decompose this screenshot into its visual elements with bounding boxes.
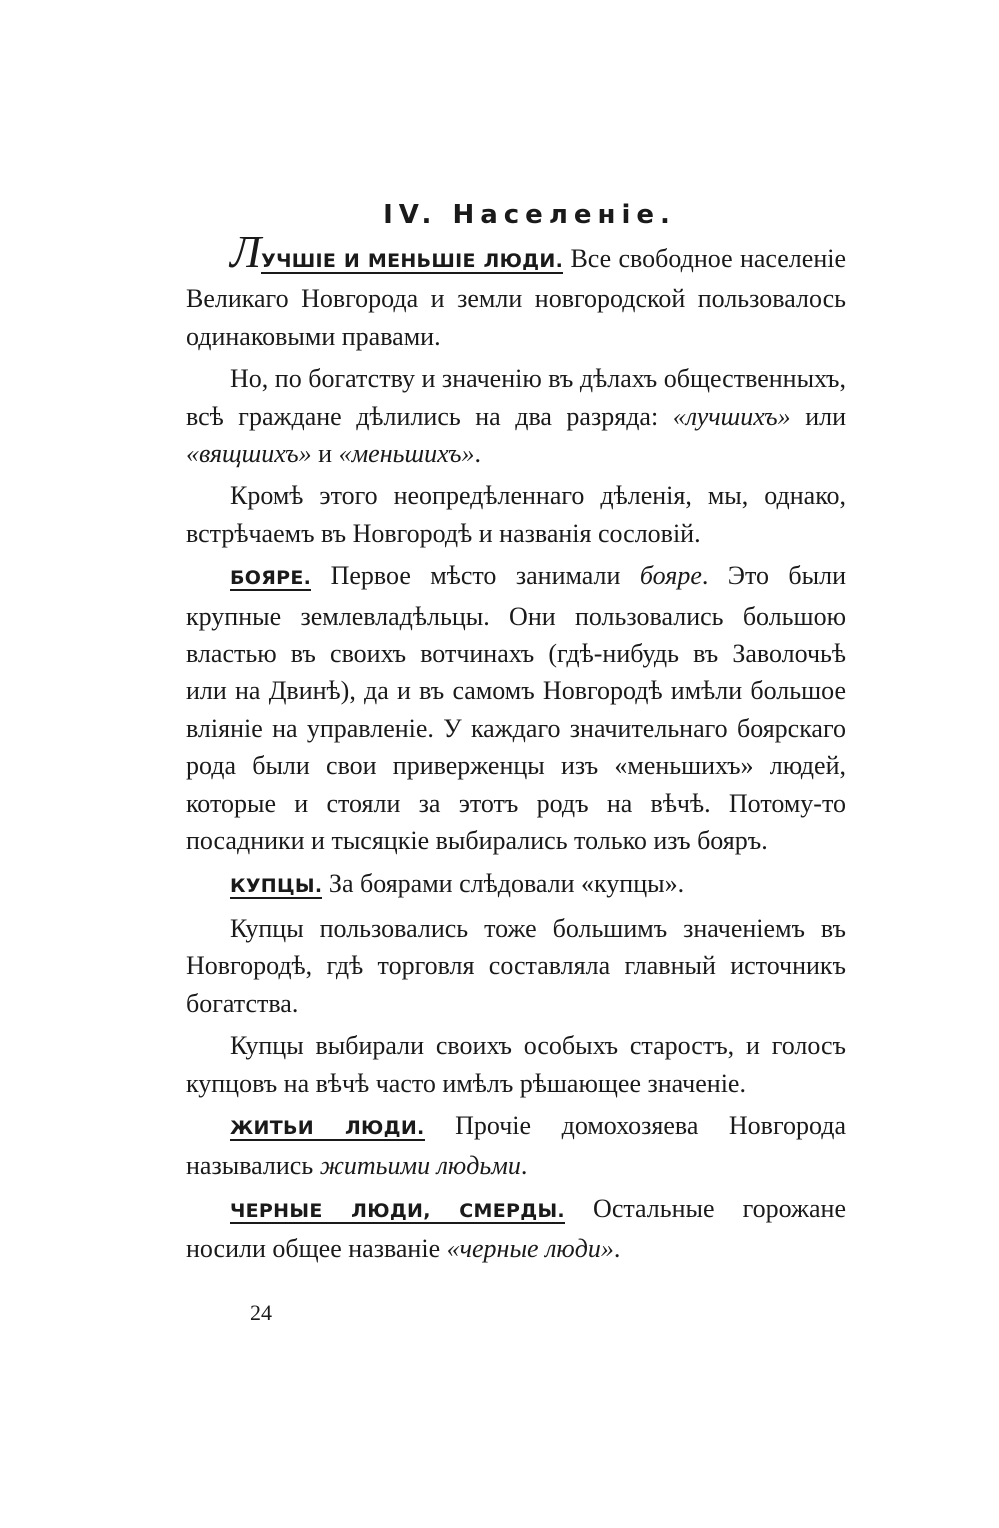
paragraph-text: . bbox=[520, 1151, 528, 1181]
paragraph-text: . Это были крупные землевладѣльцы. Они пользовались большою властью въ своихъ вотчинахъ (гдѣ-нибудь въ Заволочьѣ или на Двинѣ), да и въ самомъ Новгородѣ имѣли большое влiянiе на управленiе. У каждаго значительнаго боярскаго рода были свои приверженцы изъ «меньшихъ» людей, которые и стояли за этотъ родъ на вѣчѣ. Потому-то посадники и тысяцкiе выбирались только изъ бояръ. bbox=[186, 561, 846, 856]
rubric-boyars: БОЯРЕ. bbox=[230, 567, 312, 590]
paragraph-merchants-significance bbox=[186, 910, 846, 1022]
paragraph-text: или bbox=[790, 401, 846, 431]
rubric-black-people: ЧЕРНЫЕ ЛЮДИ, СМЕРДЫ. bbox=[230, 1199, 565, 1222]
paragraph-text: Купцы выбирали своихъ особыхъ старостъ, и голосъ купцовъ на вѣчѣ часто имѣлъ рѣшающее значенiе. bbox=[186, 1031, 846, 1098]
page-number: 24 bbox=[250, 1300, 272, 1325]
paragraph-merchants-elders bbox=[186, 1027, 846, 1102]
paragraph-text: Все свободное населенiе Великаго Новгорода и земли новгородской пользовалось одинаковыми правами. bbox=[186, 244, 847, 351]
italic-term-best: «лучшихъ» bbox=[672, 401, 791, 431]
body-text bbox=[186, 226, 847, 1268]
paragraph-text: и bbox=[311, 439, 339, 469]
paragraph-two-ranks bbox=[186, 360, 846, 472]
paragraph-zhitii-people bbox=[186, 1107, 846, 1185]
paragraph-text: Прочiе домохозяева Новгорода назывались bbox=[186, 1110, 846, 1181]
paragraph-best-and-lesser-people bbox=[186, 226, 847, 355]
section-heading: IV. Населенiе. bbox=[383, 200, 676, 230]
paragraph-text: Остальные горожане носили общее названiе bbox=[186, 1193, 846, 1264]
paragraph-merchants bbox=[186, 865, 846, 905]
paragraph-text: . bbox=[474, 439, 481, 469]
paragraph-text: За боярами слѣдовали «купцы». bbox=[322, 868, 685, 898]
rubric-merchants: КУПЦЫ. bbox=[230, 874, 323, 897]
paragraph-text: Но, по богатству и значенiю въ дѣлахъ общественныхъ, всѣ граждане дѣлились на два разряда: bbox=[186, 364, 846, 431]
paragraph-text: Кромѣ этого неопредѣленнаго дѣленiя, мы, однако, встрѣчаемъ въ Новгородѣ и названiя сословiй. bbox=[186, 481, 846, 548]
paragraph-estates bbox=[186, 477, 846, 552]
rubric-zhitii-people: ЖИТЬИ ЛЮДИ. bbox=[230, 1116, 425, 1139]
drop-cap-letter: Л bbox=[230, 226, 262, 277]
paragraph-black-people bbox=[186, 1190, 846, 1268]
paragraph-boyars bbox=[186, 557, 846, 859]
italic-term-zhitii: житьими людьми bbox=[319, 1151, 521, 1181]
paragraph-text: . bbox=[613, 1234, 621, 1264]
italic-term-black-people: «черные люди» bbox=[446, 1234, 614, 1264]
paragraph-text: Первое мѣсто занимали bbox=[311, 561, 640, 591]
italic-term-lesser: «меньшихъ» bbox=[338, 439, 475, 469]
italic-term-boyars: бояре bbox=[639, 561, 702, 591]
rubric-best-lesser-people: УЧШIЕ И МЕНЬШIЕ ЛЮДИ. bbox=[261, 250, 564, 272]
paragraph-text: Купцы пользовались тоже большимъ значенiемъ въ Новгородѣ, гдѣ торговля составляла главный источникъ богатства. bbox=[186, 913, 846, 1018]
italic-term-greater: «вящшихъ» bbox=[186, 439, 312, 469]
